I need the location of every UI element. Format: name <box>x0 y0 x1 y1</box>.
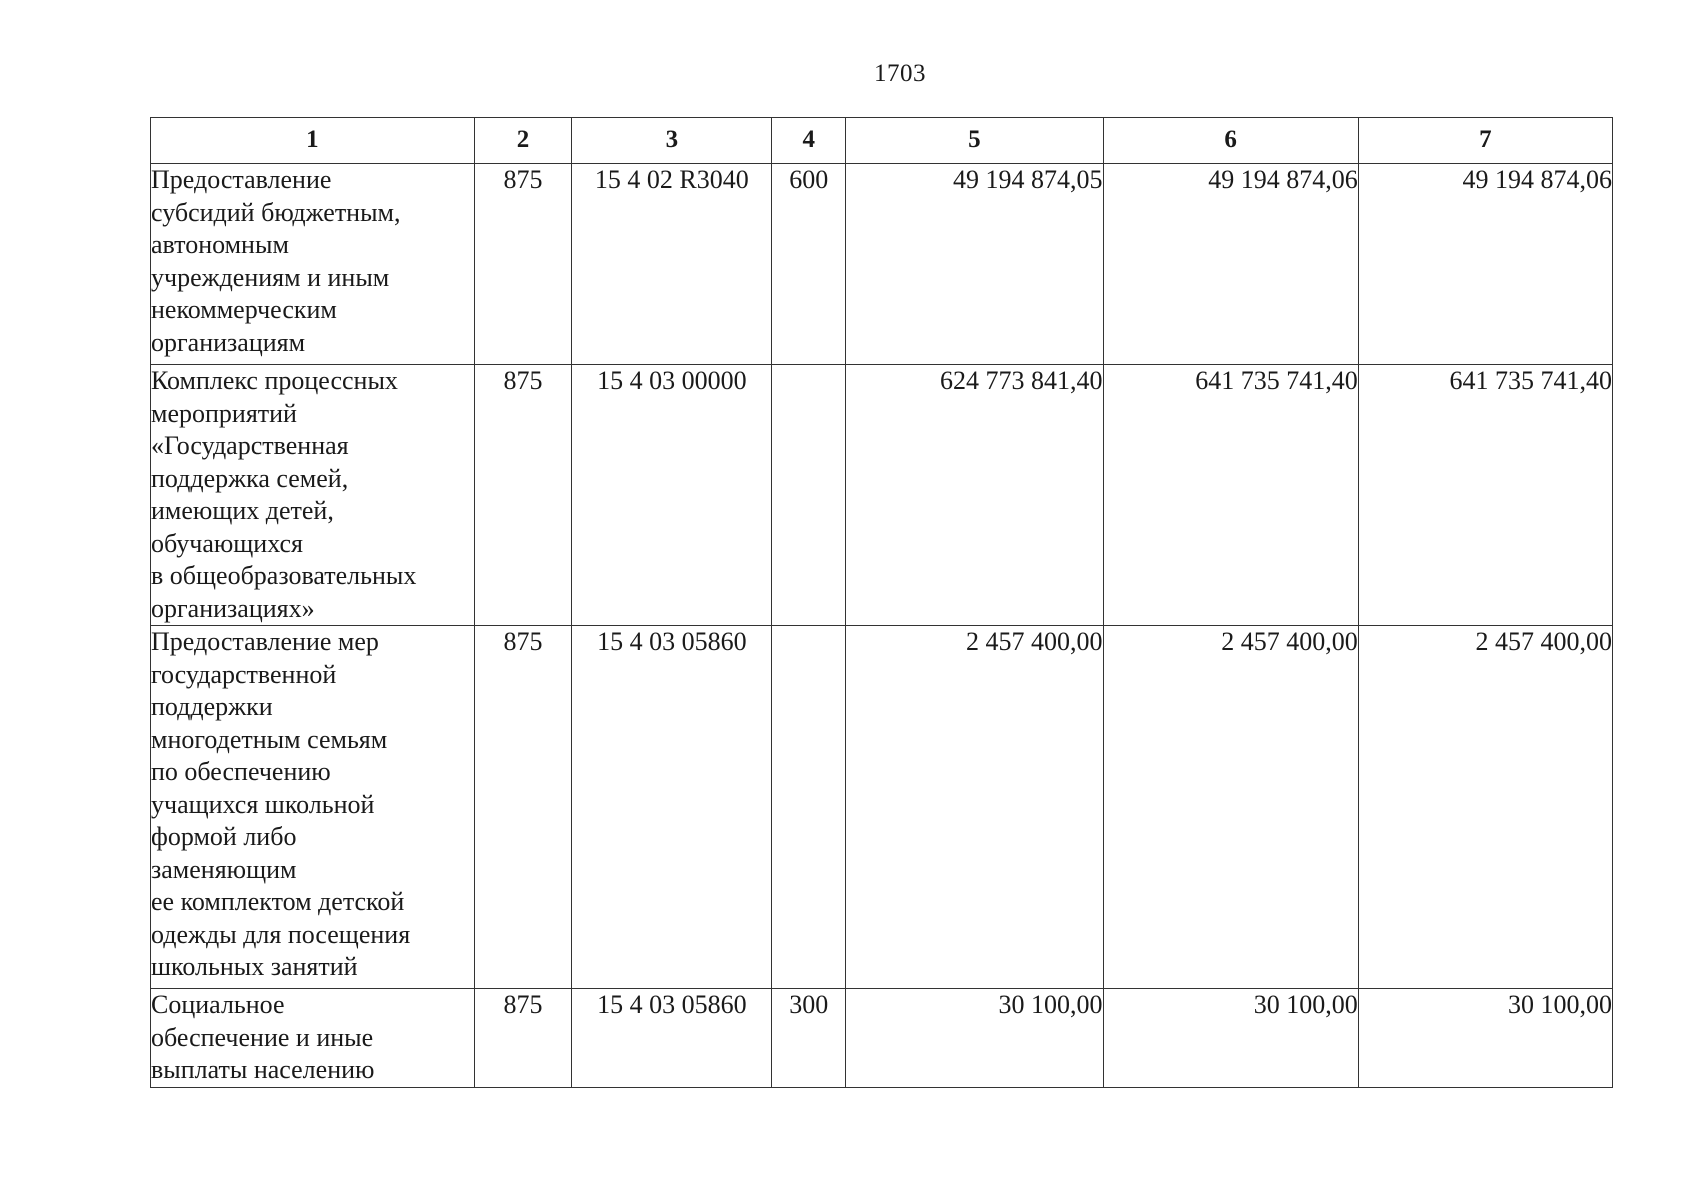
ministry-code-cell: 875 <box>474 626 572 989</box>
expense-type-cell <box>772 365 846 626</box>
amount-1-cell: 30 100,00 <box>846 989 1103 1088</box>
header-col-5: 5 <box>846 118 1103 164</box>
amount-3-cell: 49 194 874,06 <box>1358 164 1612 365</box>
amount-3-cell: 2 457 400,00 <box>1358 626 1612 989</box>
row-name-cell <box>151 365 475 626</box>
ministry-code-cell: 875 <box>474 989 572 1088</box>
row-name-line: Предоставление мер <box>151 627 379 656</box>
row-name-line: обеспечение и иные <box>151 1022 374 1052</box>
row-name-line: обучающихся <box>151 528 303 558</box>
row-name-line: школьных занятий <box>151 952 358 981</box>
row-name-line: формой либо <box>151 822 297 851</box>
amount-3-cell: 641 735 741,40 <box>1358 365 1612 626</box>
row-name-line: по обеспечению <box>151 757 331 786</box>
amount-2-cell: 2 457 400,00 <box>1103 626 1358 989</box>
header-col-3: 3 <box>572 118 772 164</box>
expense-type-cell: 300 <box>772 989 846 1088</box>
row-name-cell <box>151 626 475 989</box>
header-row <box>151 118 1613 164</box>
row-name-line: поддержка семей, <box>151 463 349 493</box>
row-name-line: «Государственная <box>151 431 349 460</box>
amount-1-cell: 624 773 841,40 <box>846 365 1103 626</box>
row-name-line: государственной <box>151 659 337 689</box>
row-name-line: субсидий бюджетным, <box>151 197 401 227</box>
row-name-cell <box>151 989 475 1088</box>
row-name-line: мероприятий <box>151 398 297 428</box>
amount-1-cell: 49 194 874,05 <box>846 164 1103 365</box>
ministry-code-cell: 875 <box>474 164 572 365</box>
row-name-line: некоммерческим <box>151 295 337 324</box>
row-name-line: имеющих детей, <box>151 496 334 525</box>
amount-3-cell: 30 100,00 <box>1358 989 1612 1088</box>
amount-2-cell: 49 194 874,06 <box>1103 164 1358 365</box>
amount-2-cell: 641 735 741,40 <box>1103 365 1358 626</box>
row-name-line: в общеобразовательных <box>151 561 417 590</box>
row-name-line: заменяющим <box>151 854 297 884</box>
ministry-code-cell: 875 <box>474 365 572 626</box>
row-name-line: выплаты населению <box>151 1055 375 1084</box>
table-row <box>151 365 1613 626</box>
row-name-line: одежды для посещения <box>151 919 411 949</box>
header-col-2: 2 <box>474 118 572 164</box>
table-row <box>151 989 1613 1088</box>
row-name-line: автономным <box>151 230 289 259</box>
table-row <box>151 164 1613 365</box>
row-name-line: Социальное <box>151 990 285 1019</box>
target-article-cell: 15 4 02 R3040 <box>572 164 772 365</box>
expense-type-cell <box>772 626 846 989</box>
table-row <box>151 626 1613 989</box>
row-name-line: поддержки <box>151 692 273 721</box>
header-col-1: 1 <box>151 118 475 164</box>
page-number: 1703 <box>874 60 926 87</box>
target-article-cell: 15 4 03 05860 <box>572 989 772 1088</box>
row-name-line: многодетным семьям <box>151 724 388 754</box>
row-name-line: организациям <box>151 327 306 357</box>
row-name-line: ее комплектом детской <box>151 887 405 916</box>
header-col-4: 4 <box>772 118 846 164</box>
header-col-7: 7 <box>1358 118 1612 164</box>
target-article-cell: 15 4 03 05860 <box>572 626 772 989</box>
budget-table <box>150 117 1613 1088</box>
row-name-cell <box>151 164 475 365</box>
row-name-line: учреждениям и иным <box>151 262 390 292</box>
amount-1-cell: 2 457 400,00 <box>846 626 1103 989</box>
expense-type-cell: 600 <box>772 164 846 365</box>
amount-2-cell: 30 100,00 <box>1103 989 1358 1088</box>
row-name-line: учащихся школьной <box>151 789 375 819</box>
row-name-line: Комплекс процессных <box>151 366 398 395</box>
target-article-cell: 15 4 03 00000 <box>572 365 772 626</box>
row-name-line: Предоставление <box>151 165 332 194</box>
header-col-6: 6 <box>1103 118 1358 164</box>
row-name-line: организациях» <box>151 593 315 623</box>
